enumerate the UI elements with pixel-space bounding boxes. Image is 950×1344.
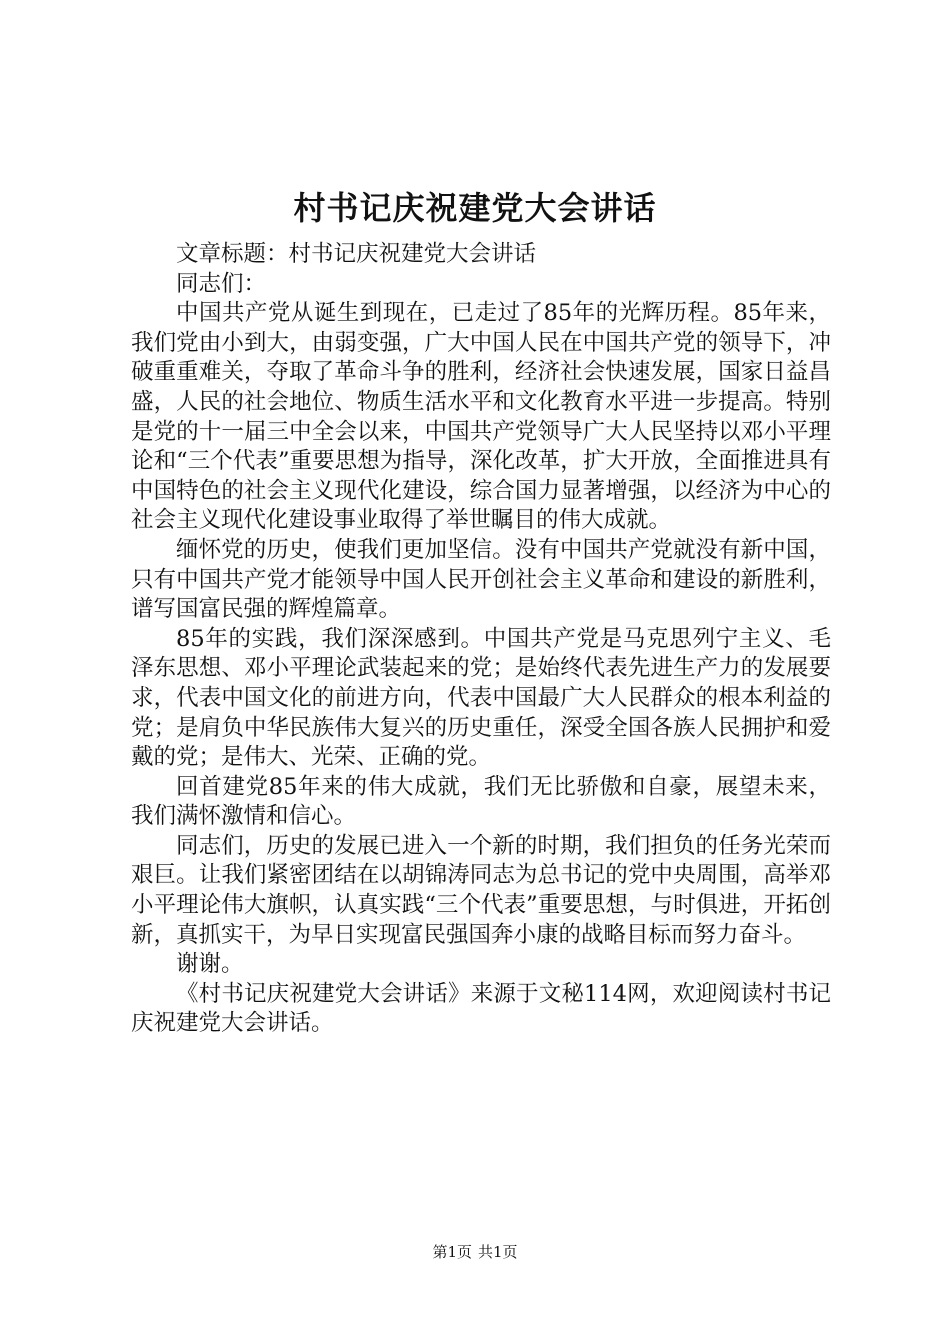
page-number: 第1页 bbox=[432, 1243, 472, 1261]
salutation: 同志们： bbox=[176, 270, 267, 297]
source-note: 《村书记庆祝建党大会讲话》来源于文秘114网，欢迎阅读村书记庆祝建党大会讲话。 bbox=[131, 980, 831, 1037]
paragraph: 回首建党85年来的伟大成就，我们无比骄傲和自豪，展望未来，我们满怀激情和信心。 bbox=[131, 773, 831, 830]
document-title: 村书记庆祝建党大会讲话 bbox=[293, 189, 657, 227]
paragraph: 缅怀党的历史，使我们更加坚信。没有中国共产党就没有新中国，只有中国共产党才能领导中国人民开创社会主义革命和建设的新胜利，谱写国富民强的辉煌篇章。 bbox=[131, 536, 831, 623]
paragraph: 中国共产党从诞生到现在，已走过了85年的光辉历程。85年来，我们党由小到大，由弱变强，广大中国人民在中国共产党的领导下，冲破重重难关，夺取了革命斗争的胜利，经济社会快速发展，国家日益昌盛，人民的社会地位、物质生活水平和文化教育水平进一步提高。特别是党的十一届三中全会以来，中国共产党领导广大人民坚持以邓小平理论和“三个代表”重要思想为指导，深化改革，扩大开放，全面推进具有中国特色的社会主义现代化建设，综合国力显著增强，以经济为中心的社会主义现代化建设事业取得了举世瞩目的伟大成就。 bbox=[131, 300, 831, 534]
page-total: 共1页 bbox=[478, 1243, 518, 1261]
closing-thanks: 谢谢。 bbox=[176, 951, 244, 978]
article-title-line: 文章标题：村书记庆祝建党大会讲话 bbox=[176, 241, 537, 267]
paragraph: 同志们，历史的发展已进入一个新的时期，我们担负的任务光荣而艰巨。让我们紧密团结在以胡锦涛同志为总书记的党中央周围，高举邓小平理论伟大旗帜，认真实践“三个代表”重要思想，与时俱进，开拓创新，真抓实干，为早日实现富民强国奔小康的战略目标而努力奋斗。 bbox=[131, 832, 831, 948]
document-body bbox=[131, 240, 831, 1039]
page-footer bbox=[0, 1242, 950, 1262]
paragraph: 85年的实践，我们深深感到。中国共产党是马克思列宁主义、毛泽东思想、邓小平理论武装起来的党；是始终代表先进生产力的发展要求，代表中国文化的前进方向，代表中国最广大人民群众的根本利益的党；是肩负中华民族伟大复兴的历史重任，深受全国各族人民拥护和爱戴的党；是伟大、光荣、正确的党。 bbox=[131, 625, 831, 771]
